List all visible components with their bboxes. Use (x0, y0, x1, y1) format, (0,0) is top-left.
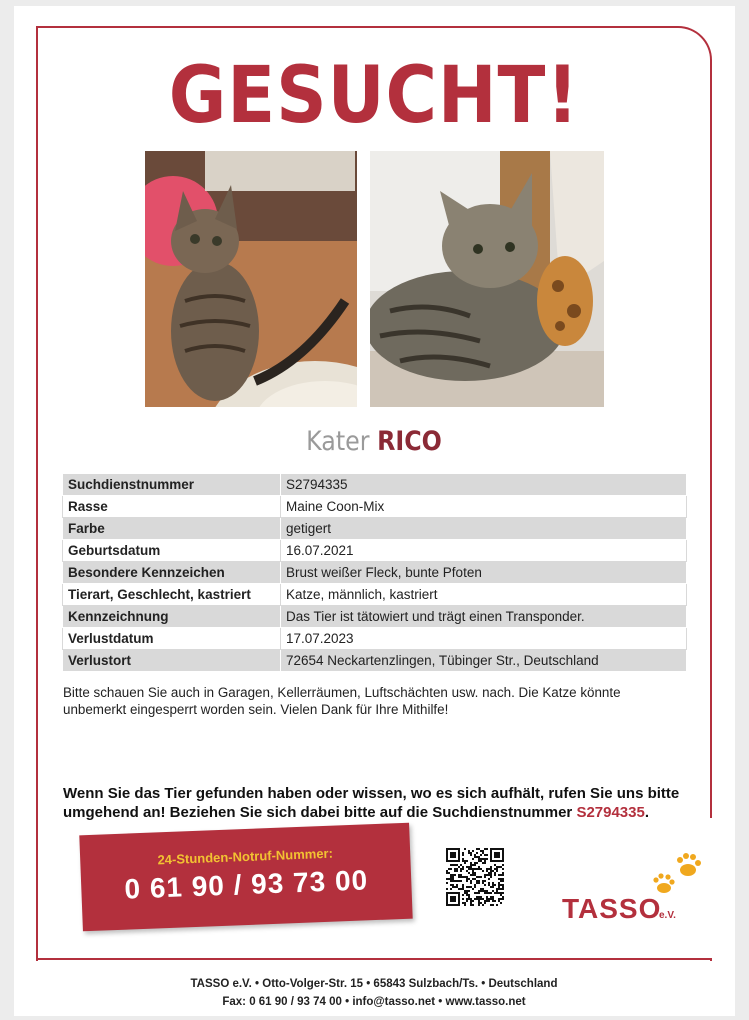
animal-name: RICO (377, 426, 442, 457)
info-label: Verlustort (63, 650, 281, 672)
qr-code[interactable] (446, 848, 504, 906)
info-table (62, 473, 687, 672)
footer-contact: Fax: 0 61 90 / 93 74 00 • info@tasso.net • www.tasso.net (222, 996, 526, 1008)
paw-icon (650, 850, 706, 898)
poster-frame-bottom (36, 958, 712, 960)
hotline-banner (79, 823, 412, 932)
info-value: 16.07.2021 (281, 540, 687, 562)
info-row (63, 496, 687, 518)
cat-photo-lying (370, 151, 604, 407)
logo-suffix: e.V. (659, 910, 676, 921)
info-value: Katze, männlich, kastriert (281, 584, 687, 606)
info-row (63, 518, 687, 540)
info-value: Brust weißer Fleck, bunte Pfoten (281, 562, 687, 584)
info-value: Das Tier ist tätowiert und trägt einen Transponder. (281, 606, 687, 628)
info-value: 17.07.2023 (281, 628, 687, 650)
info-label: Rasse (63, 496, 281, 518)
info-row (63, 628, 687, 650)
info-label: Verlustdatum (63, 628, 281, 650)
info-row (63, 584, 687, 606)
footer (36, 975, 712, 1011)
call-to-action-end: . (644, 804, 650, 821)
info-label: Tierart, Geschlecht, kastriert (63, 584, 281, 606)
info-value: S2794335 (281, 474, 687, 496)
info-label: Suchdienstnummer (63, 474, 281, 496)
hotline-label: 24-Stunden-Notruf-Nummer: (157, 845, 334, 868)
info-label: Kennzeichnung (63, 606, 281, 628)
info-row (63, 562, 687, 584)
info-label: Geburtsdatum (63, 540, 281, 562)
poster-title: GESUCHT! (168, 51, 580, 141)
animal-heading (77, 422, 672, 462)
info-label: Besondere Kennzeichen (63, 562, 281, 584)
info-value: 72654 Neckartenzlingen, Tübinger Str., Deutschland (281, 650, 687, 672)
info-label: Farbe (63, 518, 281, 540)
tasso-logo (558, 848, 708, 928)
call-to-action (63, 784, 693, 822)
hotline-number[interactable]: 0 61 90 / 93 73 00 (123, 864, 369, 905)
cat-photo-sitting (145, 151, 357, 407)
logo-text: TASSO (562, 893, 662, 924)
info-row (63, 606, 687, 628)
info-row (63, 650, 687, 672)
info-row (63, 474, 687, 496)
search-note: Bitte schauen Sie auch in Garagen, Kellerräumen, Luftschächten usw. nach. Die Katze könnte unbemerkt eingesperrt worden sein. Vielen Dank für Ihre Mithilfe! (63, 685, 621, 717)
info-value: getigert (281, 518, 687, 540)
call-to-action-text: Wenn Sie das Tier gefunden haben oder wissen, wo es sich aufhält, rufen Sie uns bitte umgehend an! Beziehen Sie sich dabei bitte auf die Suchdienstnummer (63, 785, 680, 821)
footer-address: TASSO e.V. • Otto-Volger-Str. 15 • 65843 Sulzbach/Ts. • Deutschland (190, 978, 558, 990)
call-to-action-number: S2794335 (576, 804, 645, 821)
animal-prefix: Kater (306, 426, 370, 457)
info-row (63, 540, 687, 562)
info-value: Maine Coon-Mix (281, 496, 687, 518)
